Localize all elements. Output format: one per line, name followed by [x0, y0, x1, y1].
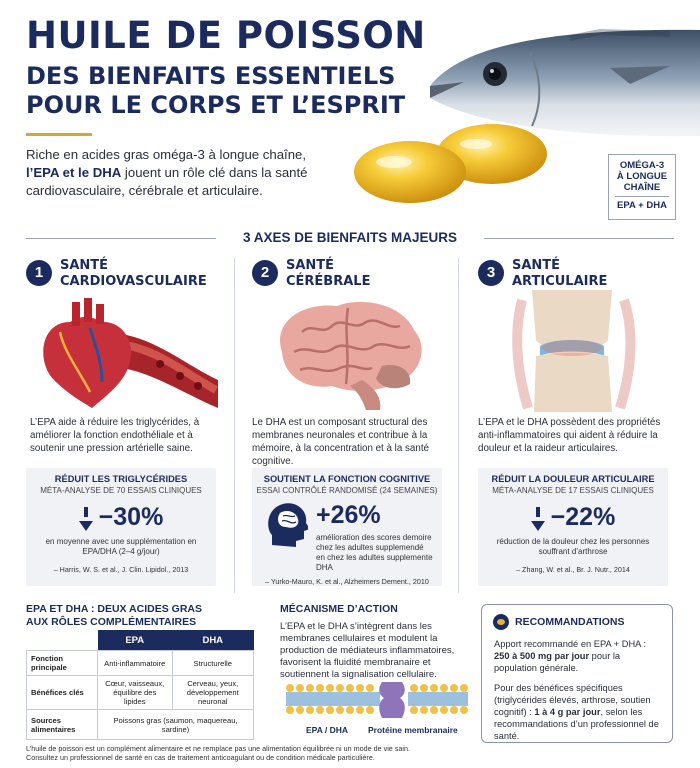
- stat-value: −30%: [98, 502, 164, 531]
- arrow-down-icon: [79, 507, 93, 527]
- axis-2-text: Le DHA est un composant structural des membranes neuronales et contribue à la mémoire, à la concentration et à la santé cognitive.: [252, 417, 429, 467]
- reco-text: pour la population générale.: [494, 651, 621, 673]
- disclaimer-line-2: Consultez un professionnel de santé en cas de traitement anticoagulant ou de condition médicale particulière.: [26, 753, 375, 762]
- stat-description: réduction de la douleur chez les personnes souffrant d’arthrose: [496, 537, 650, 556]
- axis-number-badge: 2: [252, 260, 278, 286]
- mechanism-text: L’EPA et le DHA s’intègrent dans les membranes cellulaires et modulent la production de médiateurs inflammatoires, favorisent la fluidité membranaire et soutiennent la signalisation cellulaire.: [280, 621, 455, 680]
- page-title: HUILE DE POISSON: [26, 14, 426, 57]
- reco-text: , selon les recommandations d’un professionnel de santé.: [494, 707, 659, 741]
- table-corner: [27, 630, 98, 651]
- reco-dose-general: 250 à 500 mg par jour: [494, 651, 590, 661]
- disclaimer-line-1: L’huile de poisson est un complément alimentaire et ne remplace pas une alimentation équilibrée ni un mode de vie sain.: [26, 744, 410, 753]
- axis-2-heading: [252, 258, 370, 290]
- table-cell: Structurelle: [172, 651, 254, 676]
- recommendation-specific: [494, 682, 660, 742]
- axis-3-stat-box: [478, 468, 668, 586]
- capsules-icon: [350, 118, 550, 213]
- axis-name-line-2: ARTICULAIRE: [512, 274, 608, 289]
- capsule-icon: [493, 614, 509, 630]
- recommendations-heading: RECOMMANDATIONS: [515, 616, 625, 628]
- table-cell: Anti-inflammatoire: [98, 651, 173, 676]
- title-underline: [26, 133, 92, 136]
- recommendation-general: [494, 638, 660, 674]
- stat-heading: RÉDUIT LES TRIGLYCÉRIDES: [54, 474, 188, 484]
- label-membrane-protein: Protéine membranaire: [368, 725, 458, 735]
- comparison-heading: [26, 603, 202, 629]
- badge-line-3: CHAÎNE: [623, 182, 661, 193]
- table-cell: Cœur, vaisseaux, équilibre des lipides: [98, 676, 173, 710]
- row-label: Sources alimentaires: [27, 710, 98, 740]
- axis-number-badge: 3: [478, 260, 504, 286]
- stat-reference: – Harris, W. S. et al., J. Clin. Lipidol., 2013: [53, 565, 189, 574]
- stat-reference: – Yurko-Mauro, K. et al., Alzheimers Dement., 2010: [265, 577, 429, 586]
- membrane-icon: [282, 678, 472, 722]
- axis-3-heading: [478, 258, 607, 290]
- reco-text: Pour des bénéfices spécifiques (triglycérides élevés, arthrose, soutien cognitif) :: [494, 683, 651, 717]
- stat-heading: SOUTIENT LA FONCTION COGNITIVE: [263, 474, 431, 484]
- axis-3-text: L’EPA et le DHA possèdent des propriétés anti-inflammatoires qui aident à réduire la douleur et la raideur articulaires.: [478, 417, 661, 454]
- table-cell: Cerveau, yeux, développement neuronal: [172, 676, 254, 710]
- heart-icon: [30, 292, 220, 410]
- intro-text-bold: l’EPA et le DHA: [26, 165, 122, 180]
- stat-subheading: MÉTA-ANALYSE DE 17 ESSAIS CLINIQUES: [492, 486, 654, 495]
- table-row: [27, 651, 254, 676]
- table-cell: Poissons gras (saumon, maquereau, sardine): [98, 710, 254, 740]
- table-row: [27, 710, 254, 740]
- stat-subheading: MÉTA-ANALYSE DE 70 ESSAIS CLINIQUES: [40, 486, 202, 495]
- table-header-row: [27, 630, 254, 651]
- axis-name-line-1: SANTÉ: [286, 258, 335, 273]
- axes-title: 3 AXES DE BIENFAITS MAJEURS: [242, 230, 458, 245]
- badge-line-1: OMÉGA-3: [619, 160, 665, 171]
- reco-dose-specific: 1 à 4 g par jour: [534, 707, 601, 717]
- axis-name-line-2: CÉRÉBRALE: [286, 274, 371, 289]
- intro-paragraph: [26, 146, 326, 200]
- axis-2-stat-box: [252, 468, 442, 586]
- axis-1-text: L’EPA aide à réduire les triglycérides, à améliorer la fonction endothéliale et à soutenir une pression artérielle saine.: [30, 417, 200, 454]
- subtitle-line-1: DES BIENFAITS ESSENTIELS: [26, 62, 396, 90]
- axis-1-stat-box: [26, 468, 216, 586]
- label-epa-dha: EPA / DHA: [306, 725, 349, 735]
- arrow-down-icon: [531, 507, 545, 527]
- stat-value: +26%: [316, 501, 381, 529]
- recommendations-box: [481, 604, 673, 743]
- subtitle-line-2: POUR LE CORPS ET L’ESPRIT: [26, 91, 406, 119]
- mechanism-heading: MÉCANISME D’ACTION: [280, 603, 398, 615]
- comparison-heading-line-1: EPA ET DHA : DEUX ACIDES GRAS: [26, 603, 202, 615]
- intro-text-a: Riche en acides gras oméga-3 à longue chaîne,: [26, 147, 307, 162]
- stat-heading: RÉDUIT LA DOULEUR ARTICULAIRE: [491, 474, 655, 484]
- head-brain-icon: [266, 501, 308, 547]
- mechanism-section: [280, 603, 475, 681]
- column-divider: [458, 258, 459, 593]
- column-divider: [234, 258, 235, 593]
- axis-name-line-2: CARDIOVASCULAIRE: [60, 274, 207, 289]
- row-label: Fonction principale: [27, 651, 98, 676]
- axis-1-heading: [26, 258, 207, 290]
- stat-description: en moyenne avec une supplémentation en EPA/DHA (2–4 g/jour): [45, 537, 197, 556]
- stat-reference: – Zhang, W. et al., Br. J. Nutr., 2014: [516, 565, 630, 574]
- page-subtitle: [26, 62, 405, 120]
- comparison-heading-line-2: AUX RÔLES COMPLÉMENTAIRES: [26, 616, 197, 628]
- stat-value: −22%: [550, 502, 616, 531]
- badge-divider: [615, 196, 669, 197]
- reco-text: Apport recommandé en EPA + DHA :: [494, 639, 647, 649]
- knee-joint-icon: [512, 290, 642, 412]
- stat-description: amélioration des scores demoire chez les adultes supplemendé en chez les adultes supplemente DHA: [316, 533, 433, 572]
- row-label: Bénéfices clés: [27, 676, 98, 710]
- badge-line-2: À LONGUE: [616, 171, 668, 182]
- axis-name-line-1: SANTÉ: [512, 258, 561, 273]
- table-row: [27, 676, 254, 710]
- axis-name-line-1: SANTÉ: [60, 258, 109, 273]
- omega3-badge: [608, 154, 676, 220]
- comparison-table: [26, 630, 254, 740]
- badge-line-4: EPA + DHA: [617, 200, 667, 211]
- stat-subheading: ESSAI CONTRÔLÉ RANDOMISÉ (24 SEMAINES): [256, 486, 438, 495]
- column-header-dha: DHA: [172, 630, 254, 651]
- disclaimer: [26, 744, 666, 762]
- column-header-epa: EPA: [98, 630, 173, 651]
- axis-number-badge: 1: [26, 260, 52, 286]
- intro-text-c: jouent un rôle clé dans la santé cardiovasculaire, cérébrale et articulaire.: [26, 165, 308, 198]
- brain-icon: [262, 292, 432, 412]
